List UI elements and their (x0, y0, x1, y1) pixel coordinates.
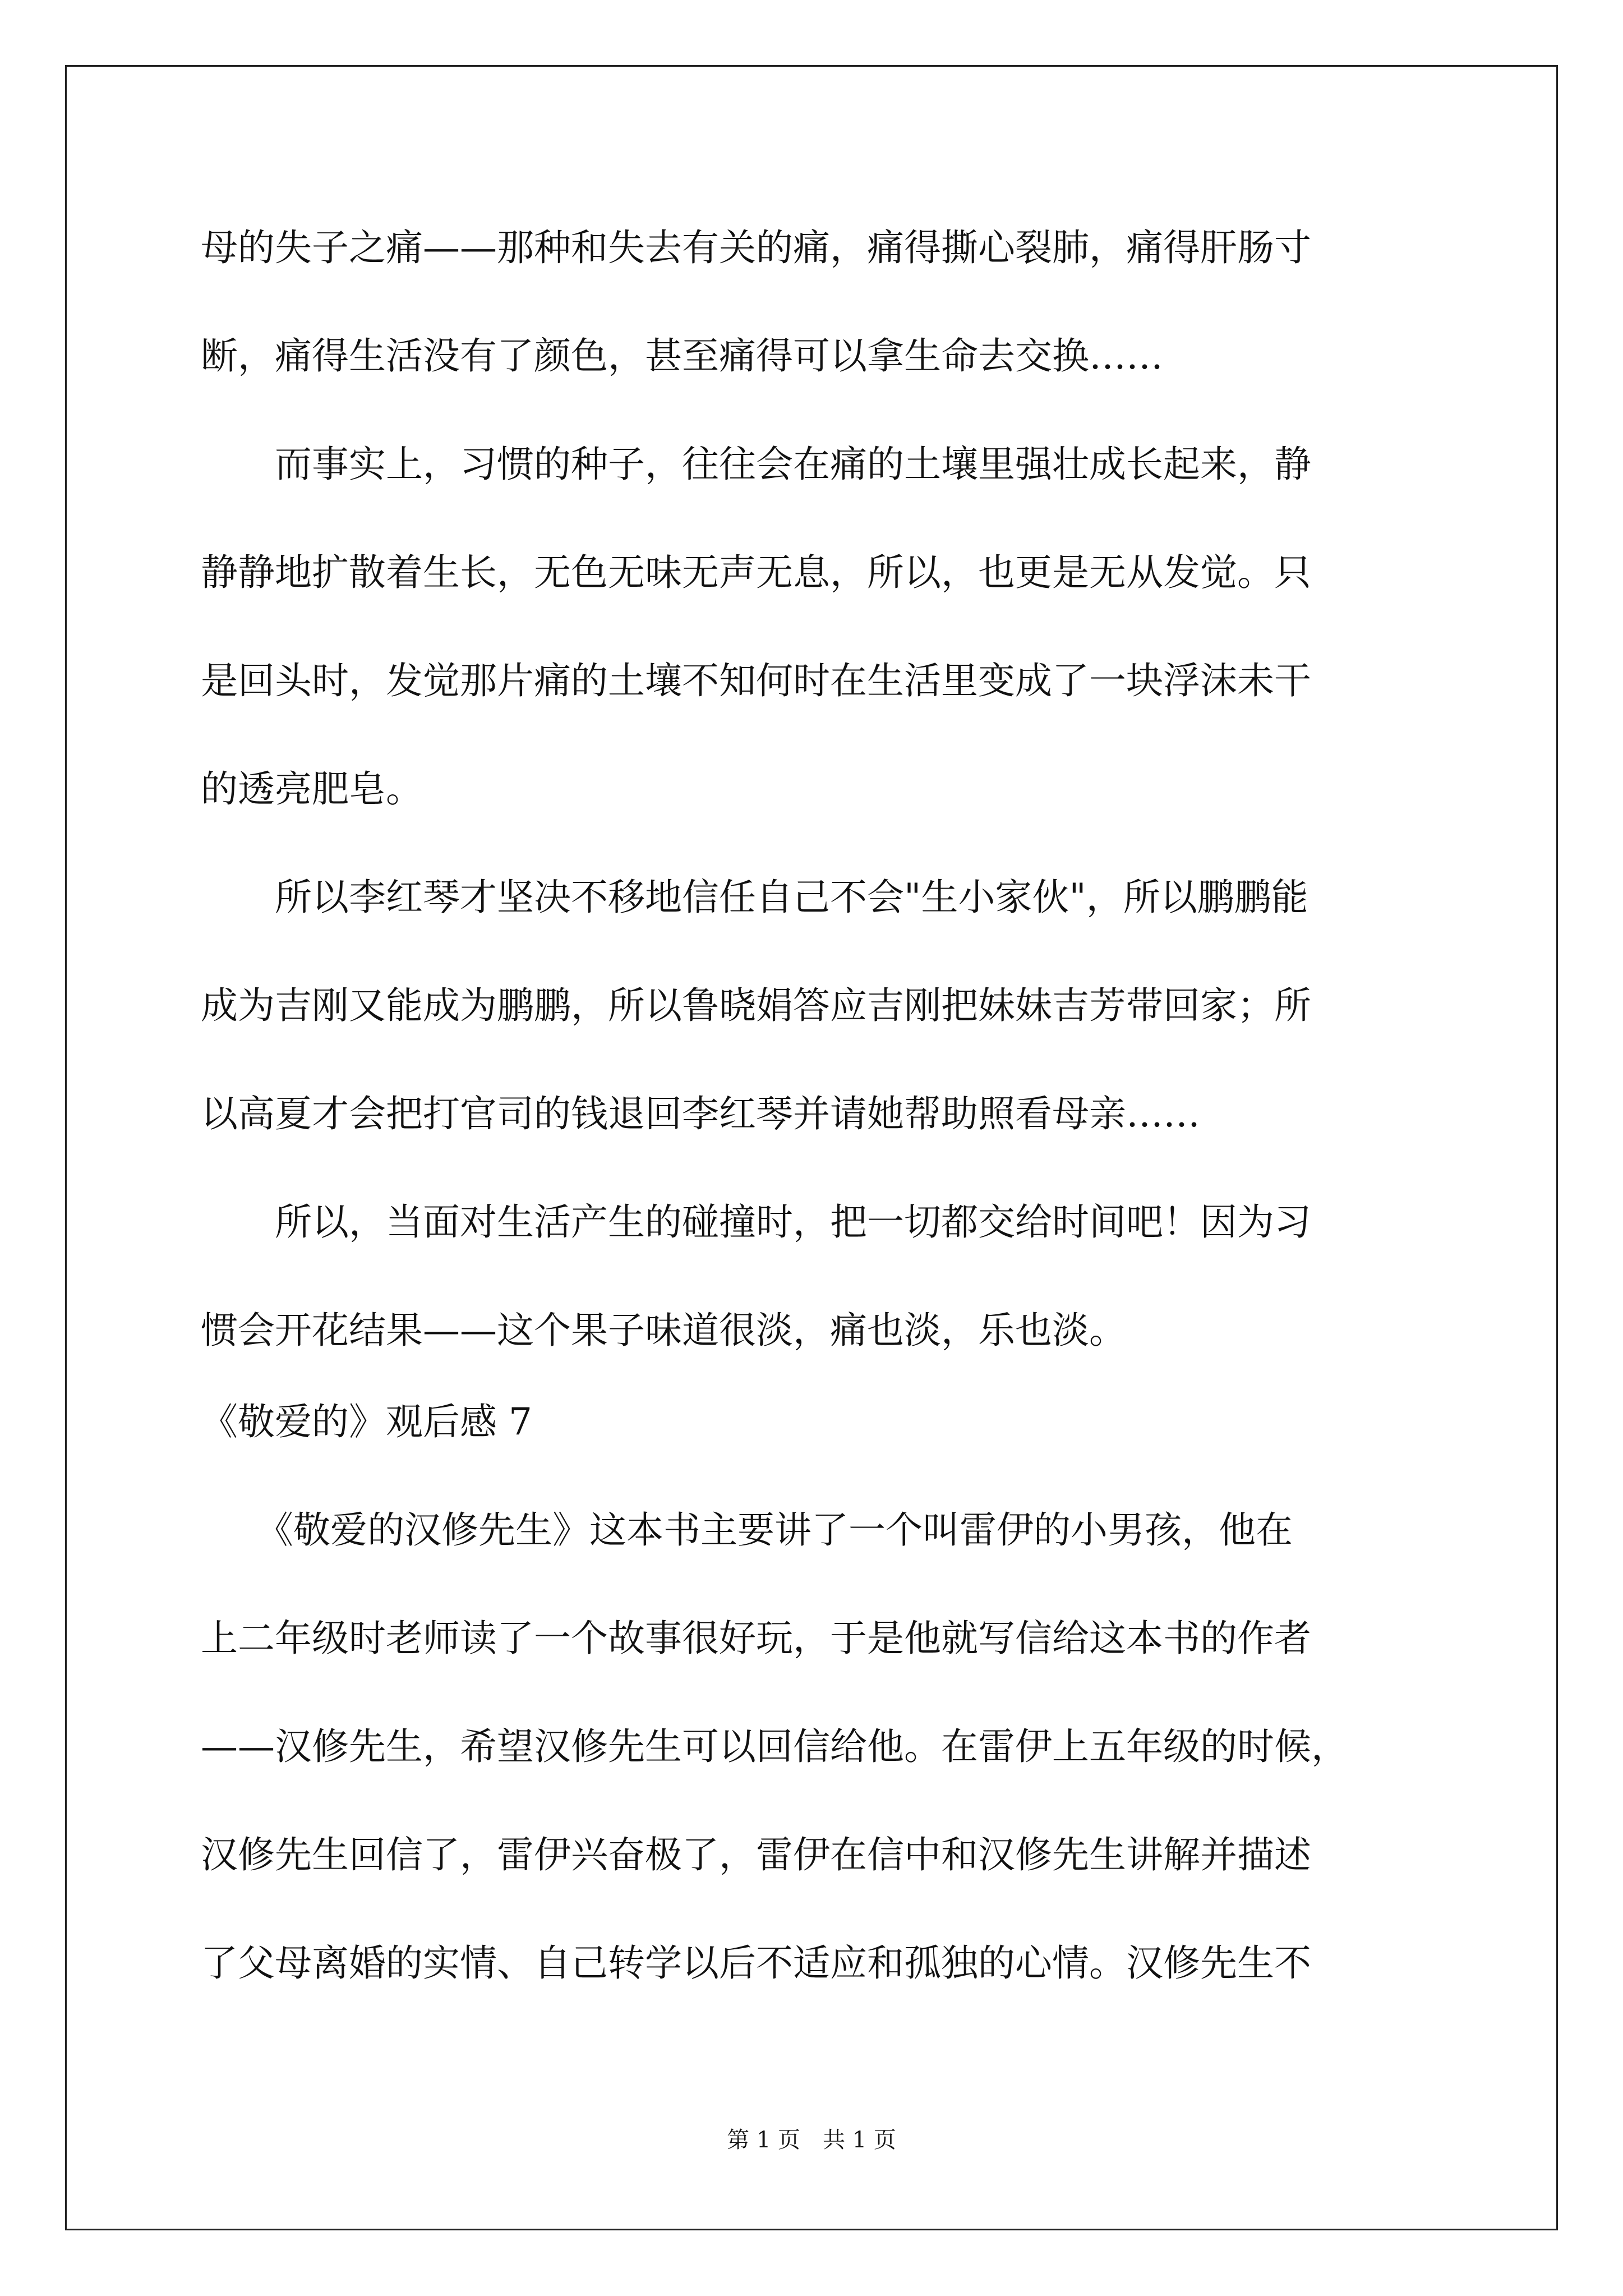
text-line-3: 而事实上，习惯的种子，往往会在痛的土壤里强壮成长起来，静 (201, 443, 1311, 486)
text-line-2: 断，痛得生活没有了颜色，甚至痛得可以拿生命去交换…… (201, 334, 1163, 378)
section-heading: 《敬爱的》观后感 7 (201, 1400, 532, 1443)
text-line-12: 《敬爱的汉修先生》这本书主要讲了一个叫雷伊的小男孩，他在 (201, 1508, 1293, 1552)
page-footer: 第 1 页 共 1 页 (727, 2127, 896, 2153)
text-line-11: 惯会开花结果——这个果子味道很淡，痛也淡，乐也淡。 (201, 1309, 1126, 1352)
page-border (65, 65, 1558, 2230)
text-line-14: ——汉修先生，希望汉修先生可以回信给他。在雷伊上五年级的时候， (201, 1725, 1348, 1768)
text-line-13: 上二年级时老师读了一个故事很好玩，于是他就写信给这本书的作者 (201, 1617, 1311, 1660)
text-line-9: 以高夏才会把打官司的钱退回李红琴并请她帮助照看母亲…… (201, 1092, 1200, 1135)
text-line-7: 所以李红琴才坚决不移地信任自己不会"生小家伙"，所以鹏鹏能 (201, 876, 1308, 919)
text-line-10: 所以，当面对生活产生的碰撞时，把一切都交给时间吧！因为习 (201, 1200, 1311, 1244)
text-line-5: 是回头时，发觉那片痛的土壤不知何时在生活里变成了一块浮沫未干 (201, 659, 1311, 702)
text-line-6: 的透亮肥皂。 (201, 767, 423, 811)
text-line-8: 成为吉刚又能成为鹏鹏，所以鲁晓娟答应吉刚把妹妹吉芳带回家；所 (201, 984, 1311, 1027)
text-line-1: 母的失子之痛——那种和失去有关的痛，痛得撕心裂肺，痛得肝肠寸 (201, 226, 1311, 269)
text-line-4: 静静地扩散着生长，无色无味无声无息，所以，也更是无从发觉。只 (201, 551, 1311, 594)
text-line-15: 汉修先生回信了，雷伊兴奋极了，雷伊在信中和汉修先生讲解并描述 (201, 1833, 1311, 1876)
text-line-16: 了父母离婚的实情、自己转学以后不适应和孤独的心情。汉修先生不 (201, 1941, 1311, 1985)
